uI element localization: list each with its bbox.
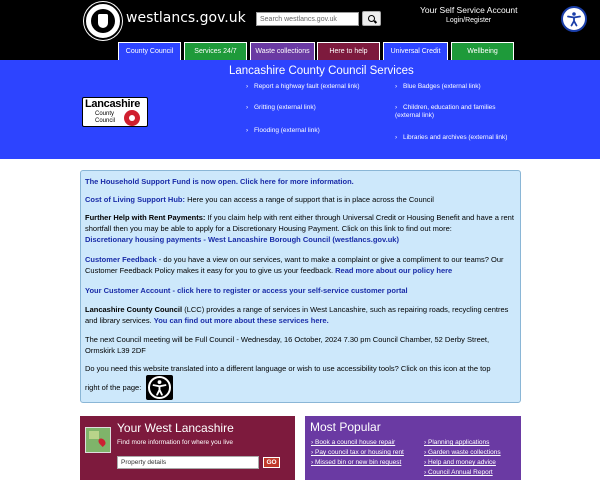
site-name[interactable]: westlancs.gov.uk xyxy=(126,10,246,26)
logo-text: Council xyxy=(95,118,116,124)
service-link-libraries[interactable]: › Libraries and archives (external link) xyxy=(395,134,508,141)
popular-link[interactable]: › Help and money advice xyxy=(424,459,496,466)
service-link-flooding[interactable]: › Flooding (external link) xyxy=(246,127,320,134)
search-icon[interactable] xyxy=(362,11,381,26)
banner-title: Lancashire County Council Services xyxy=(229,65,414,77)
your-west-lancashire-subtitle: Find more information for where you live xyxy=(117,439,233,446)
logo-text: Lancashire xyxy=(85,98,141,110)
login-register-link[interactable]: Login/Register xyxy=(446,17,492,24)
accessibility-icon[interactable] xyxy=(146,375,173,400)
chevron-right-icon: › xyxy=(424,459,427,466)
council-crest-logo[interactable] xyxy=(84,2,122,40)
chevron-right-icon: › xyxy=(424,469,427,476)
discretionary-housing-link[interactable]: Discretionary housing payments - West Lancashire Borough Council (westlancs.gov.uk) xyxy=(85,235,399,244)
search-input[interactable]: Search westlancs.gov.uk xyxy=(256,12,359,26)
lancashire-county-council-logo[interactable] xyxy=(82,97,148,127)
council-meeting-text: The next Council meeting will be Full Council - Wednesday, 16 October, 2024 7.30 pm Council Chamber, 52 Derby Street, Ormskirk L39 2DF xyxy=(85,335,490,355)
popular-link[interactable]: › Missed bin or new bin request xyxy=(311,459,402,466)
most-popular-title: Most Popular xyxy=(310,420,381,434)
chevron-right-icon: › xyxy=(246,83,249,90)
chevron-right-icon: › xyxy=(311,459,314,466)
customer-account-paragraph[interactable]: Your Customer Account - click here to register or access your self-service customer portal xyxy=(85,286,408,295)
popular-link[interactable]: › Planning applications xyxy=(424,439,490,446)
feedback-paragraph: Customer Feedback - do you have a view on our services, want to make a complaint or give a compliment to our teams? Our Customer Feedback Policy makes it easy for you to give us your feedback. Read more about our policy here xyxy=(85,255,504,275)
chevron-right-icon: › xyxy=(395,134,398,141)
popular-link[interactable]: › Garden waste collections xyxy=(424,449,501,456)
map-icon xyxy=(85,427,111,453)
service-link-blue-badges[interactable]: › Blue Badges (external link) xyxy=(395,83,481,90)
customer-feedback-link[interactable]: Customer Feedback xyxy=(85,255,157,264)
red-rose-icon xyxy=(124,110,140,126)
chevron-right-icon: › xyxy=(311,439,314,446)
service-link-gritting[interactable]: › Gritting (external link) xyxy=(246,104,316,111)
lcc-paragraph: Lancashire County Council (LCC) provides a range of services in West Lancashire, such as repairing roads, recycling centres and library services. You can find out more about these services here. xyxy=(85,305,509,325)
translate-text-end: right of the page: xyxy=(85,383,142,392)
chevron-right-icon: › xyxy=(246,104,249,111)
logo-text: County xyxy=(95,111,115,117)
accessibility-icon[interactable] xyxy=(561,6,587,32)
tab-here-to-help[interactable]: Here to help xyxy=(317,42,380,60)
chevron-right-icon: › xyxy=(311,449,314,456)
chevron-right-icon: › xyxy=(246,127,249,134)
chevron-right-icon: › xyxy=(424,439,427,446)
cost-of-living-paragraph: Cost of Living Support Hub: Here you can access a range of support that is in place across the Council xyxy=(85,195,434,204)
tab-waste-collections[interactable]: Waste collections xyxy=(250,42,315,60)
chevron-right-icon: › xyxy=(395,83,398,90)
popular-link[interactable]: › Book a council house repair xyxy=(311,439,396,446)
property-details-input[interactable]: Property details xyxy=(117,456,259,469)
tab-services-24-7[interactable]: Services 24/7 xyxy=(184,42,247,60)
chevron-right-icon: › xyxy=(424,449,427,456)
cost-of-living-link[interactable]: Cost of Living Support Hub: xyxy=(85,195,185,204)
popular-link[interactable]: › Council Annual Report xyxy=(424,469,493,476)
translate-text: Do you need this website translated into a different language or wish to use accessibility tools? Click on this icon at the top xyxy=(85,364,491,373)
service-link-children[interactable]: › Children, education and families (external link) xyxy=(395,104,496,119)
household-support-link[interactable]: The Household Support Fund is now open. Click here for more information. xyxy=(85,177,354,186)
self-service-link[interactable]: Your Self Service Account xyxy=(420,5,518,15)
your-west-lancashire-title: Your West Lancashire xyxy=(117,421,234,435)
chevron-right-icon: › xyxy=(395,104,398,111)
feedback-policy-link[interactable]: Read more about our policy here xyxy=(335,266,453,275)
go-button[interactable]: GO xyxy=(263,457,280,468)
rent-help-paragraph: Further Help with Rent Payments: If you claim help with rent either through Universal Credit or Housing Benefit and have a rent shortfall then you may be able to apply for a Discretionary Housing Payment. Click on this link to find out more: Discretionary housing payments - West Lancashire Borough Council (westlancs.gov.uk) xyxy=(85,213,514,244)
tab-wellbeing[interactable]: Wellbeing xyxy=(451,42,514,60)
service-link-highway[interactable]: › Report a highway fault (external link) xyxy=(246,83,360,90)
tab-universal-credit[interactable]: Universal Credit xyxy=(383,42,448,60)
tab-county-council[interactable]: County Council xyxy=(118,42,181,60)
popular-link[interactable]: › Pay council tax or housing rent xyxy=(311,449,404,456)
lcc-services-link[interactable]: You can find out more about these services here. xyxy=(153,316,329,325)
